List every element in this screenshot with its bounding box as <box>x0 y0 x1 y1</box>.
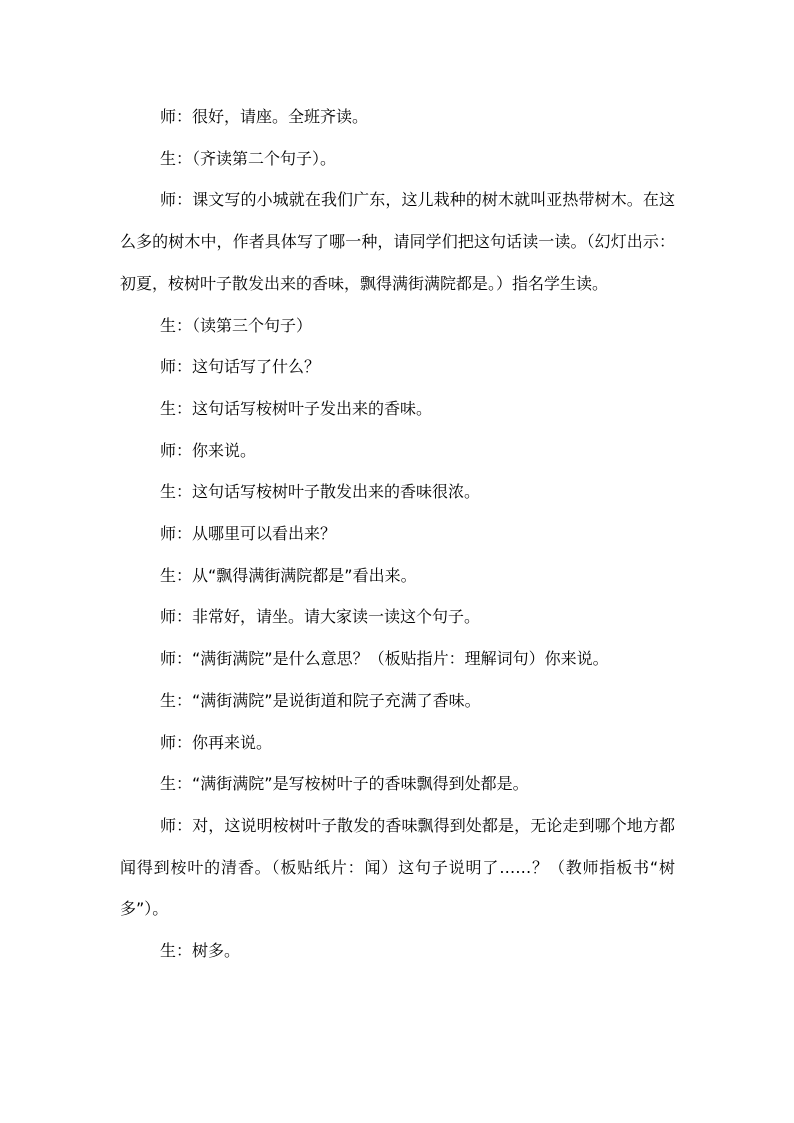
paragraph: 生：“满街满院”是写桉树叶子的香味飘得到处都是。 <box>160 774 529 794</box>
paragraph: 师：“满街满院”是什么意思？（板贴指片：理解词句）你来说。 <box>160 649 609 669</box>
document-body <box>120 96 675 972</box>
paragraph: 生：（读第三个句子） <box>160 315 313 335</box>
paragraph: 师：你再来说。 <box>160 732 273 752</box>
paragraph: 师：非常好，请坐。请大家读一读这个句子。 <box>160 607 481 627</box>
paragraph: 师：这句话写了什么？ <box>160 357 321 377</box>
paragraph: 生：这句话写桉树叶子发出来的香味。 <box>160 398 433 418</box>
paragraph: 师：你来说。 <box>160 440 257 460</box>
paragraph: 师：从哪里可以看出来？ <box>160 524 337 544</box>
paragraph: 生：“满街满院”是说街道和院子充满了香味。 <box>160 690 481 710</box>
paragraph: 生：（齐读第二个句子）。 <box>160 148 337 168</box>
paragraph: 师：课文写的小城就在我们广东，这儿栽种的树木就叫亚热带树木。在这么多的树木中，作者具体写了哪一种，请同学们把这句话读一读。（幻灯出示：初夏，桉树叶子散发出来的香味，飘得满街满院都是。）指名学生读。 <box>120 190 675 293</box>
paragraph: 师：很好，请座。全班齐读。 <box>160 107 369 126</box>
paragraph: 生：这句话写桉树叶子散发出来的香味很浓。 <box>160 482 481 502</box>
paragraph: 生：从“飘得满街满院都是”看出来。 <box>160 565 417 585</box>
paragraph: 师：对，这说明桉树叶子散发的香味飘得到处都是，无论走到哪个地方都闻得到桉叶的清香。（板贴纸片：闻）这句子说明了……？（教师指板书“树多”）。 <box>120 815 675 919</box>
paragraph: 生：树多。 <box>160 941 241 961</box>
